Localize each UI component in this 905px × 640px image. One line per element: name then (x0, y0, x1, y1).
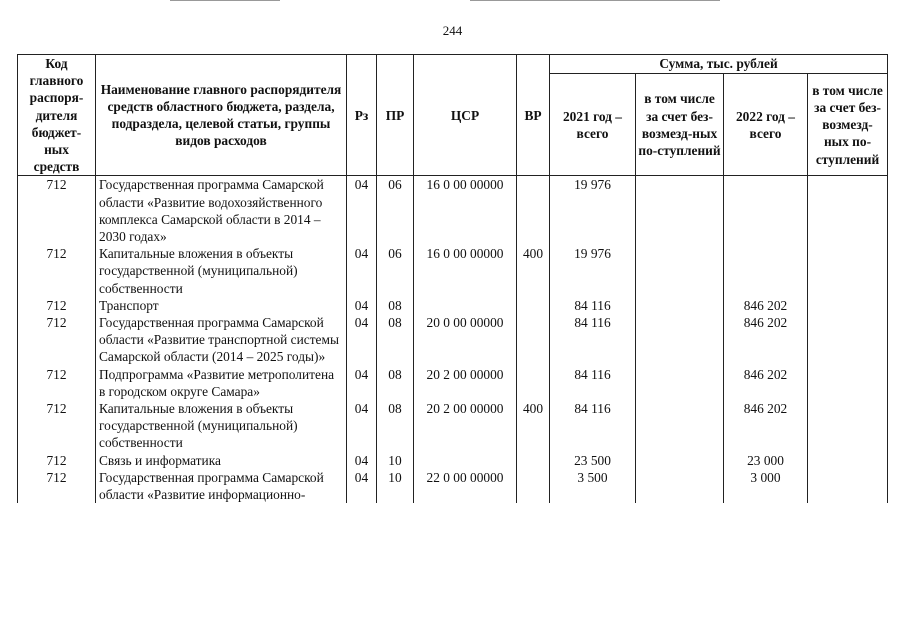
cell-2022-total: 846 202 (724, 366, 808, 400)
cell-vr (517, 314, 550, 366)
cell-2021-total: 19 976 (550, 245, 636, 297)
cell-name: Государственная программа Самарской области «Развитие транспортной системы Самарской области (2014 – 2025 годы)» (96, 314, 347, 366)
cell-csr (414, 297, 517, 314)
cell-2021-free (636, 245, 724, 297)
cell-csr: 22 0 00 00000 (414, 469, 517, 503)
top-scan-rule (470, 0, 720, 1)
cell-pr: 06 (377, 176, 414, 245)
cell-rz: 04 (347, 452, 377, 469)
cell-name: Капитальные вложения в объекты государственной (муниципальной) собственности (96, 400, 347, 452)
cell-2021-free (636, 469, 724, 503)
cell-pr: 08 (377, 297, 414, 314)
cell-code: 712 (18, 245, 96, 297)
cell-2022-free (808, 366, 888, 400)
cell-pr: 08 (377, 400, 414, 452)
cell-vr: 400 (517, 245, 550, 297)
cell-rz: 04 (347, 245, 377, 297)
cell-2021-free (636, 452, 724, 469)
header-vr: ВР (517, 55, 550, 176)
cell-csr: 16 0 00 00000 (414, 176, 517, 245)
table-row (18, 245, 888, 297)
cell-2021-total: 19 976 (550, 176, 636, 245)
header-2022-total: 2022 год – всего (724, 74, 808, 176)
cell-pr: 10 (377, 452, 414, 469)
cell-rz: 04 (347, 176, 377, 245)
cell-2022-total: 23 000 (724, 452, 808, 469)
cell-csr: 20 2 00 00000 (414, 400, 517, 452)
cell-code: 712 (18, 400, 96, 452)
cell-2022-free (808, 452, 888, 469)
table-row (18, 469, 888, 503)
header-code: Код главного распоря-дителя бюджет-ных средств (18, 55, 96, 176)
cell-2022-free (808, 176, 888, 245)
cell-name: Государственная программа Самарской области «Развитие информационно- (96, 469, 347, 503)
cell-2022-total: 846 202 (724, 400, 808, 452)
cell-2021-free (636, 400, 724, 452)
cell-2021-total: 3 500 (550, 469, 636, 503)
header-csr: ЦСР (414, 55, 517, 176)
cell-2022-free (808, 297, 888, 314)
cell-name: Государственная программа Самарской области «Развитие водохозяйственного комплекса Самарской области в 2014 – 2030 годах» (96, 176, 347, 245)
cell-2022-free (808, 314, 888, 366)
cell-csr: 20 2 00 00000 (414, 366, 517, 400)
cell-2021-free (636, 176, 724, 245)
cell-code: 712 (18, 176, 96, 245)
cell-2022-free (808, 400, 888, 452)
header-2021-free: в том числе за счет без-возмезд-ных по-ступлений (636, 74, 724, 176)
table-row (18, 452, 888, 469)
cell-2022-total: 846 202 (724, 314, 808, 366)
top-scan-rule (170, 0, 280, 1)
table-row (18, 297, 888, 314)
cell-2022-total: 846 202 (724, 297, 808, 314)
cell-2021-total: 23 500 (550, 452, 636, 469)
cell-2021-total: 84 116 (550, 366, 636, 400)
header-name: Наименование главного распорядителя средств областного бюджета, раздела, подраздела, целевой статьи, группы видов расходов (96, 55, 347, 176)
cell-2022-free (808, 469, 888, 503)
table-body (18, 176, 888, 503)
cell-2021-total: 84 116 (550, 400, 636, 452)
cell-code: 712 (18, 452, 96, 469)
cell-code: 712 (18, 469, 96, 503)
cell-vr: 400 (517, 400, 550, 452)
cell-2022-free (808, 245, 888, 297)
cell-rz: 04 (347, 297, 377, 314)
table-row (18, 314, 888, 366)
cell-rz: 04 (347, 400, 377, 452)
cell-vr (517, 469, 550, 503)
cell-2022-total (724, 176, 808, 245)
cell-pr: 06 (377, 245, 414, 297)
cell-pr: 08 (377, 314, 414, 366)
header-sum-group: Сумма, тыс. рублей (550, 55, 888, 74)
cell-csr: 16 0 00 00000 (414, 245, 517, 297)
cell-rz: 04 (347, 469, 377, 503)
cell-rz: 04 (347, 366, 377, 400)
header-rz: Рз (347, 55, 377, 176)
cell-code: 712 (18, 366, 96, 400)
cell-2021-free (636, 366, 724, 400)
cell-vr (517, 176, 550, 245)
header-2021-total: 2021 год – всего (550, 74, 636, 176)
cell-name: Связь и информатика (96, 452, 347, 469)
cell-pr: 10 (377, 469, 414, 503)
cell-vr (517, 366, 550, 400)
header-pr: ПР (377, 55, 414, 176)
table-row (18, 400, 888, 452)
cell-2022-total: 3 000 (724, 469, 808, 503)
budget-table (17, 54, 888, 503)
cell-name: Подпрограмма «Развитие метрополитена в городском округе Самара» (96, 366, 347, 400)
cell-csr (414, 452, 517, 469)
header-2022-free: в том числе за счет без-возмезд-ных по-ступлений (808, 74, 888, 176)
cell-name: Капитальные вложения в объекты государственной (муниципальной) собственности (96, 245, 347, 297)
cell-2022-total (724, 245, 808, 297)
cell-vr (517, 297, 550, 314)
cell-pr: 08 (377, 366, 414, 400)
cell-name: Транспорт (96, 297, 347, 314)
page-number: 244 (442, 23, 463, 38)
cell-2021-free (636, 314, 724, 366)
cell-code: 712 (18, 314, 96, 366)
cell-2021-total: 84 116 (550, 297, 636, 314)
cell-rz: 04 (347, 314, 377, 366)
cell-vr (517, 452, 550, 469)
cell-csr: 20 0 00 00000 (414, 314, 517, 366)
table-row (18, 366, 888, 400)
table-row (18, 176, 888, 245)
cell-2021-total: 84 116 (550, 314, 636, 366)
cell-code: 712 (18, 297, 96, 314)
cell-2021-free (636, 297, 724, 314)
